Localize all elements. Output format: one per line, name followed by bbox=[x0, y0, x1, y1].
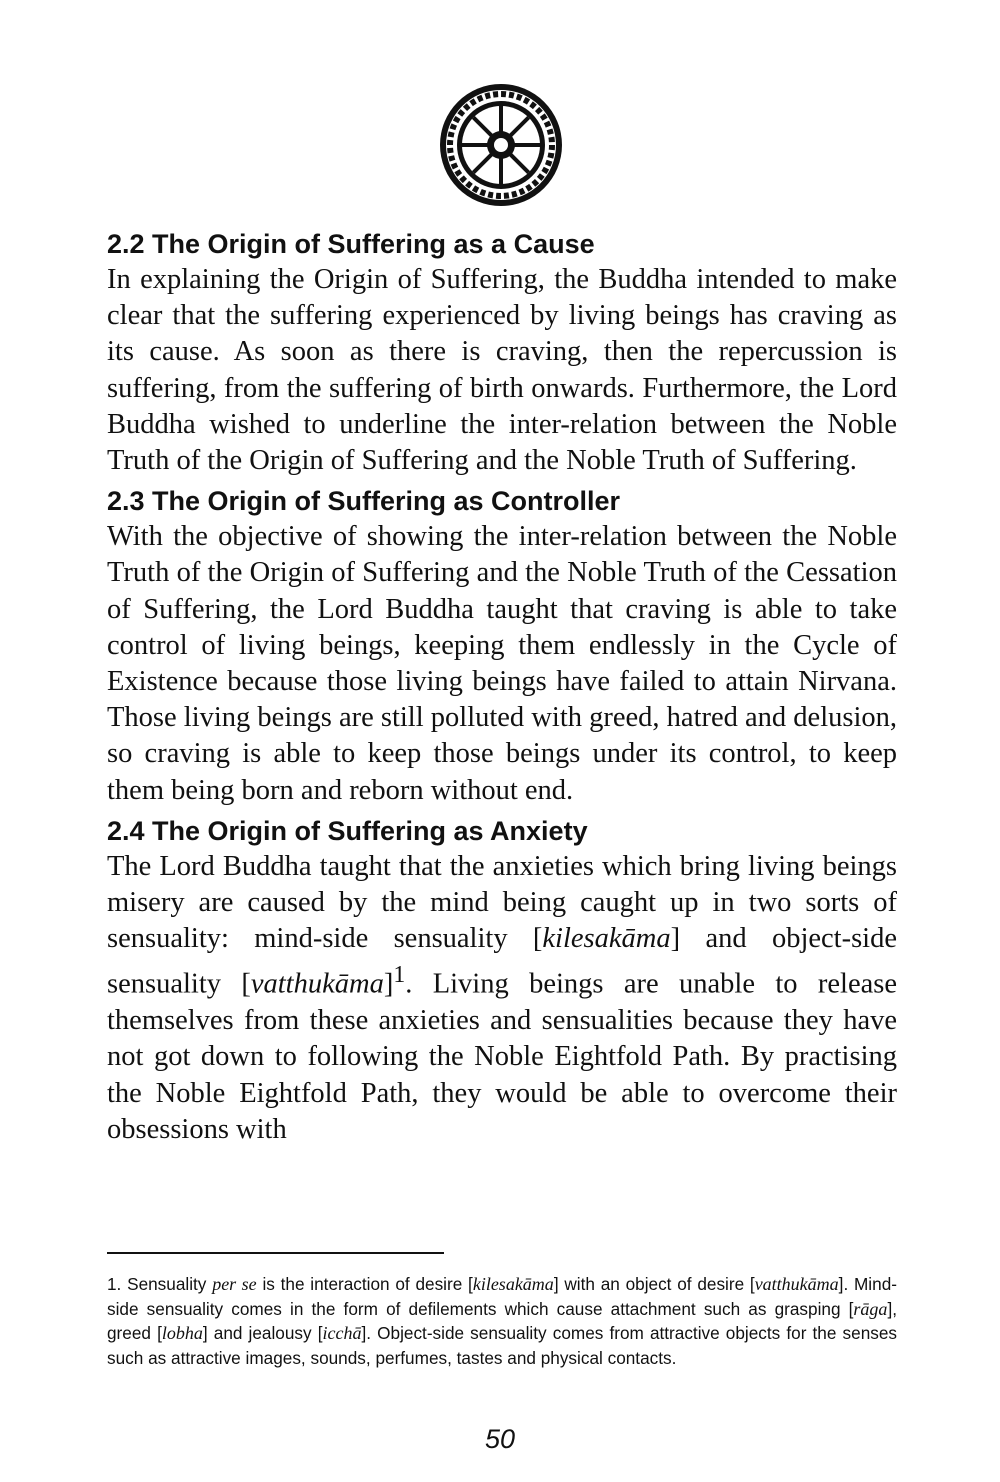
section-heading: 2.2 The Origin of Suffering as a Cause bbox=[107, 229, 595, 259]
footnote-divider bbox=[107, 1252, 444, 1254]
page-number: 50 bbox=[484, 1424, 516, 1454]
footnote: 1. Sensuality per se is the interaction of desire [kilesakāma] with an object of desire [vatthukāma]. Mind-side sensuality comes in the form of defilements which cause attachment such as grasping [rāga], greed [lobha] and jealousy [icchā]. Object-side sensuality comes from attractive objects for the senses such as attractive images, sounds, perfumes, tastes and physical contacts. bbox=[107, 1274, 897, 1368]
pali-term: kilesakāma bbox=[542, 923, 671, 955]
section-heading: 2.4 The Origin of Suffering as Anxiety bbox=[107, 815, 588, 846]
main-text bbox=[107, 222, 897, 1152]
dharma-wheel-icon bbox=[438, 82, 564, 208]
section-paragraph: With the objective of showing the inter-relation between the Noble Truth of the Origin of Suffering and the Noble Truth of the Cessation of Suffering, the Lord Buddha taught that craving is able to take control of living beings, keeping them endlessly in the Cycle of Existence because those living beings have failed to attain Nirvana. Those living beings are still polluted with greed, hatred and delusion, so craving is able to keep those beings under its control, to keep them being born and reborn without end. bbox=[107, 521, 897, 806]
section-heading: 2.3 The Origin of Suffering as Controller bbox=[107, 486, 621, 517]
pali-term: vatthukāma bbox=[250, 968, 384, 1000]
section-paragraph: The Lord Buddha taught that the anxieties which bring living beings misery are caused by the mind being caught up in two sorts of sensuality: mind-side sensuality [kilesakāma] and object-side sensuality [vatthukāma]$^1$. Living beings are unable to release themselves from these anxieties and sensualities because they have not got down to following the Noble Eightfold Path. By practising the Noble Eightfold Path, they would be able to overcome their obsessions with bbox=[107, 850, 897, 1145]
footnote-reference: 1 bbox=[393, 962, 406, 989]
section-paragraph: In explaining the Origin of Suffering, the Buddha intended to make clear that the suffering experienced by living beings has craving as its cause. As soon as there is craving, then the repercussion is suffering, from the suffering of birth onwards. Furthermore, the Lord Buddha wished to underline the inter-relation between the Noble Truth of the Origin of Suffering and the Noble Truth of Suffering. bbox=[107, 264, 897, 477]
